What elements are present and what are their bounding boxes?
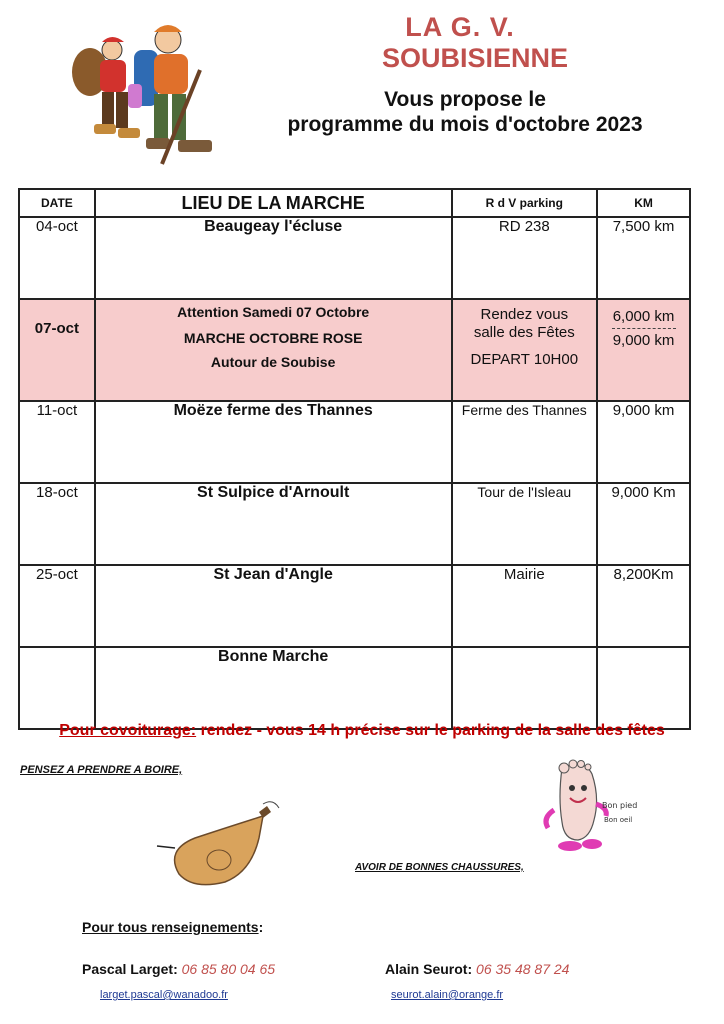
rdv-line1: Rendez vous — [480, 306, 569, 323]
club-name-line1: LA G. V. — [405, 12, 515, 42]
row-km — [597, 299, 690, 401]
row-rdv: Tour de l'Isleau — [452, 483, 598, 565]
event-title: MARCHE OCTOBRE ROSE — [183, 330, 363, 346]
km-separator — [612, 328, 676, 329]
table-row-highlighted — [19, 299, 690, 401]
row-rdv: RD 238 — [452, 217, 598, 299]
row-date: 07-oct — [19, 299, 95, 401]
row-rdv: Mairie — [452, 565, 598, 647]
row-date: 18-oct — [19, 483, 95, 565]
table-row — [19, 401, 690, 483]
carpool-notice — [0, 722, 724, 740]
row-km: 8,200Km — [597, 565, 690, 647]
row-km: 9,000 Km — [597, 483, 690, 565]
program-table — [18, 188, 691, 730]
row-date: 04-oct — [19, 217, 95, 299]
row-lieu: Beaugeay l'écluse — [95, 217, 452, 299]
row-lieu: Bonne Marche — [95, 647, 452, 729]
info-heading-text: Pour tous renseignements — [82, 919, 259, 935]
event-notice: Attention Samedi 07 Octobre — [177, 304, 370, 320]
contact-email-pascal[interactable]: larget.pascal@wanadoo.fr — [100, 989, 228, 1001]
contact-pascal: Pascal Larget: 06 85 80 04 65 — [82, 961, 276, 977]
contact-name: Pascal Larget — [82, 961, 174, 977]
header-km: KM — [597, 189, 690, 217]
row-lieu: Moëze ferme des Thannes — [95, 401, 452, 483]
happy-foot-illustration — [540, 758, 650, 858]
drink-reminder: PENSEZ A PRENDRE A BOIRE, — [20, 764, 183, 776]
contact-email-alain[interactable]: seurot.alain@orange.fr — [391, 989, 504, 1001]
row-rdv: Ferme des Thannes — [452, 401, 598, 483]
info-heading-colon: : — [258, 919, 264, 935]
row-lieu: St Sulpice d'Arnoult — [95, 483, 452, 565]
table-row — [19, 217, 690, 299]
table-row — [19, 565, 690, 647]
gourd-illustration — [155, 798, 285, 893]
header-date: DATE — [19, 189, 95, 217]
row-lieu — [95, 299, 452, 401]
info-heading — [82, 919, 263, 935]
row-km: 9,000 km — [597, 401, 690, 483]
rdv-depart: DEPART 10H00 — [470, 351, 579, 368]
table-row — [19, 483, 690, 565]
row-date — [19, 647, 95, 729]
row-rdv — [452, 299, 598, 401]
club-name-line2: SOUBISIENNE — [381, 43, 569, 73]
header-rdv: R d V parking — [452, 189, 598, 217]
carpool-text: rendez - vous 14 h précise sur le parking de la salle des fêtes — [196, 722, 665, 739]
header-lieu: LIEU DE LA MARCHE — [95, 189, 452, 217]
row-km: 7,500 km — [597, 217, 690, 299]
table-row — [19, 647, 690, 729]
km-option1: 6,000 km — [612, 308, 675, 325]
shoes-reminder: AVOIR DE BONNES CHAUSSURES, — [355, 862, 524, 873]
foot-slogan-1: Bon pied — [602, 801, 638, 810]
km-option2: 9,000 km — [612, 332, 675, 349]
rdv-line2: salle des Fêtes — [473, 324, 575, 341]
table-header-row — [19, 189, 690, 217]
row-km — [597, 647, 690, 729]
contact-phone: 06 35 48 87 24 — [476, 961, 570, 977]
row-date: 25-oct — [19, 565, 95, 647]
event-location: Autour de Soubise — [210, 354, 336, 370]
contact-alain: Alain Seurot: 06 35 48 87 24 — [385, 961, 570, 977]
subtitle-line2: programme du mois d'octobre 2023 — [287, 113, 643, 136]
foot-slogan-2: Bon oeil — [604, 816, 633, 824]
hikers-illustration — [50, 14, 220, 174]
contact-phone: 06 85 80 04 65 — [181, 961, 276, 977]
contact-name: Alain Seurot — [385, 961, 468, 977]
row-date: 11-oct — [19, 401, 95, 483]
row-lieu: St Jean d'Angle — [95, 565, 452, 647]
row-rdv — [452, 647, 598, 729]
carpool-label: Pour covoiturage: — [59, 722, 197, 739]
subtitle-line1: Vous propose le — [384, 88, 546, 111]
